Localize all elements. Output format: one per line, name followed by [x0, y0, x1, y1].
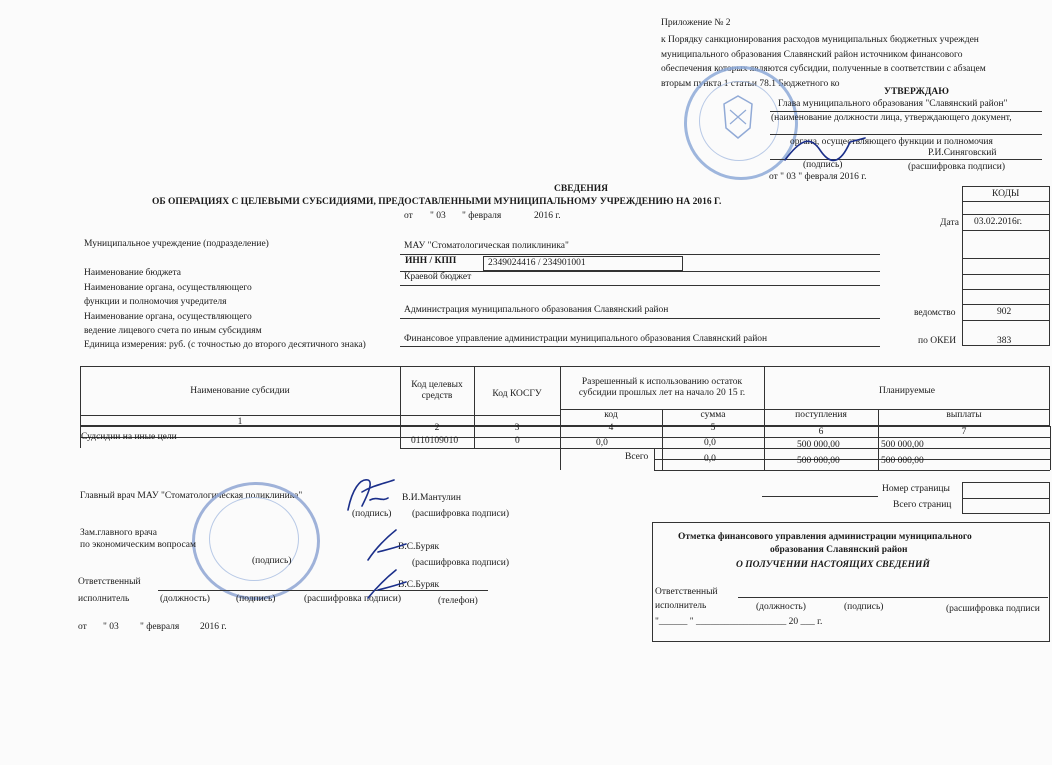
- col-planned-header: Планируемые: [878, 386, 936, 396]
- deputy-name: В.С.Буряк: [398, 542, 440, 552]
- page-number-label: Номер страницы: [882, 484, 950, 494]
- resp-signature: [362, 566, 412, 602]
- appendix-line: обеспечения которых являются субсидии, полученные в соответствии с абзацем: [661, 64, 986, 74]
- chief-sign-label: (подпись): [352, 509, 392, 519]
- total-income: 500 000,00: [797, 456, 840, 466]
- inn-box: [483, 256, 683, 271]
- col-allowed-header: [560, 377, 764, 400]
- account-value: Финансовое управление администрации муниципального образования Славянский район: [404, 334, 768, 344]
- institution-label: Муниципальное учреждение (подразделение): [84, 239, 269, 249]
- deputy-sign-label: (подпись): [252, 556, 292, 566]
- deputy-line-1: Зам.главного врача: [80, 528, 157, 538]
- header-date-day: " 03: [430, 211, 446, 221]
- col-allowed-line: Разрешенный к использованию остаток: [581, 377, 743, 387]
- header-date-year: 2016 г.: [534, 211, 561, 221]
- finance-subtitle: О ПОЛУЧЕНИИ НАСТОЯЩИХ СВЕДЕНИЙ: [736, 560, 930, 570]
- resp-phone-label: (телефон): [438, 596, 478, 606]
- budget-label: Наименование бюджета: [84, 268, 181, 278]
- col-number: 7: [961, 427, 967, 437]
- bottom-date-prefix: от: [78, 622, 87, 632]
- col-number: 6: [818, 427, 824, 437]
- account-label-1: Наименование органа, осуществляющего: [84, 312, 252, 322]
- resp-position-label: (должность): [160, 594, 210, 604]
- resp-decode-label: (расшифровка подписи): [304, 594, 401, 604]
- deputy-line-2: по экономическим вопросам: [80, 540, 197, 550]
- unit-label: Единица измерения: руб. (с точностью до второго десятичного знака): [84, 340, 366, 350]
- resp-name: В.С.Буряк: [398, 580, 440, 590]
- col-number: 2: [434, 423, 440, 433]
- finance-position-label: (должность): [756, 602, 806, 612]
- col-number: 3: [514, 423, 520, 433]
- sub-code-header: код: [604, 410, 618, 420]
- codes-title: КОДЫ: [992, 189, 1020, 199]
- approve-decode-label: (расшифровка подписи): [908, 162, 1005, 172]
- total-payments: 500 000,00: [881, 456, 924, 466]
- appendix-title: Приложение № 2: [661, 18, 731, 28]
- finance-resp-line-2: исполнитель: [655, 601, 707, 611]
- budget-value: Краевой бюджет: [404, 272, 472, 282]
- approve-hint-2: органа, осуществляющего функции и полномочия: [790, 137, 993, 147]
- col-number: 4: [608, 423, 614, 433]
- chief-label: Главный врач МАУ "Стоматологическая поликлиника": [80, 491, 303, 501]
- approve-position: Глава муниципального образования "Славянский район": [778, 99, 1008, 109]
- codes-okei-value: 383: [997, 336, 1012, 346]
- bottom-date-month: " февраля: [140, 622, 180, 632]
- col-kosgu-header: Код КОСГУ: [492, 389, 542, 399]
- sub-payments-header: выплаты: [946, 410, 982, 420]
- table-row-name: Судсидии на иные цели: [81, 432, 177, 442]
- inn-label: ИНН / КПП: [405, 256, 457, 266]
- col-code-line: средств: [421, 391, 453, 402]
- bottom-date-day: " 03: [103, 622, 119, 632]
- institution-value: МАУ "Стоматологическая поликлиника": [404, 241, 569, 251]
- appendix-line: вторым пункта 1 статьи 78.1 Бюджетного ко: [661, 78, 840, 89]
- codes-date-value: 03.02.2016г.: [974, 217, 1022, 227]
- col-allowed-line: субсидии прошлых лет на начало 20 15 г.: [578, 388, 746, 399]
- deputy-decode-label: (расшифровка подписи): [412, 558, 509, 568]
- codes-date-label: Дата: [940, 218, 959, 228]
- codes-vedomstvo-value: 902: [997, 307, 1012, 317]
- organ-label-2: функции и полномочия учредителя: [84, 297, 227, 307]
- chief-signature: [338, 470, 398, 516]
- bottom-date-year: 2016 г.: [200, 622, 227, 632]
- finance-decode-label: (расшифровка подписи: [946, 604, 1040, 614]
- approve-signer: Р.И.Синяговский: [928, 148, 997, 158]
- approve-hint-1: (наименование должности лица, утверждающего документ,: [771, 113, 1012, 123]
- pages-total-label: Всего страниц: [893, 500, 952, 510]
- approve-title: УТВЕРЖДАЮ: [884, 87, 949, 97]
- approve-signature: [780, 130, 870, 170]
- table-row-income: 500 000,00: [797, 440, 840, 450]
- total-allowed-sum: 0,0: [704, 454, 716, 464]
- appendix-line: муниципального образования Славянский район источником финансового: [661, 49, 963, 60]
- finance-date-line: "______ " ___________________ 20 ___ г.: [655, 617, 823, 627]
- organ-label-1: Наименование органа, осуществляющего: [84, 283, 252, 293]
- codes-vedomstvo-label: ведомство: [914, 308, 956, 318]
- table-row-allowed-code: 0,0: [596, 438, 608, 448]
- col-code-line: Код целевых: [411, 380, 463, 390]
- resp-line-1: Ответственный: [78, 577, 141, 587]
- appendix-line: к Порядку санкционирования расходов муниципальных бюджетных учрежден: [661, 35, 979, 45]
- account-label-2: ведение лицевого счета по иным субсидиям: [84, 326, 262, 336]
- col-number: 5: [710, 423, 716, 433]
- sub-income-header: поступления: [795, 410, 847, 420]
- table-row-kosgu: 0: [515, 436, 520, 446]
- header-date-prefix: от: [404, 211, 413, 221]
- doc-subtitle: ОБ ОПЕРАЦИЯХ С ЦЕЛЕВЫМИ СУБСИДИЯМИ, ПРЕДОСТАВЛЕННЫМИ МУНИЦИПАЛЬНОМУ УЧРЕЖДЕНИЮ НА 2016 Г.: [152, 197, 722, 207]
- chief-decode-label: (расшифровка подписи): [412, 509, 509, 519]
- finance-title-2: образования Славянский район: [770, 545, 908, 555]
- header-date-month: " февраля: [462, 211, 502, 221]
- organ-value: Администрация муниципального образования Славянский район: [404, 305, 669, 315]
- inn-value: 2349024416 / 234901001: [488, 258, 586, 268]
- table-row-allowed-sum: 0,0: [704, 438, 716, 448]
- resp-line-2: исполнитель: [78, 594, 130, 604]
- official-stamp-bottom: [192, 482, 320, 600]
- codes-okei-label: по ОКЕИ: [918, 336, 957, 346]
- col-name-header: Наименование субсидии: [190, 386, 290, 396]
- finance-title-1: Отметка финансового управления администрации муниципального: [678, 532, 972, 542]
- table-row-code: 0110109010: [411, 436, 459, 446]
- col-number: 1: [237, 417, 243, 427]
- resp-sign-label: (подпись): [236, 594, 276, 604]
- doc-title: СВЕДЕНИЯ: [554, 184, 609, 194]
- approve-date: от " 03 " февраля 2016 г.: [769, 172, 867, 182]
- approve-sign-label: (подпись): [803, 160, 843, 170]
- table-row-payments: 500 000,00: [881, 440, 924, 450]
- deputy-signature: [362, 524, 412, 564]
- finance-resp-line-1: Ответственный: [655, 587, 718, 597]
- sub-sum-header: сумма: [700, 410, 726, 420]
- total-label: Всего: [625, 452, 649, 462]
- col-code-header: [400, 380, 474, 403]
- chief-name: В.И.Мантулин: [402, 493, 461, 503]
- finance-sign-label: (подпись): [844, 602, 884, 612]
- codes-box: [962, 186, 1050, 346]
